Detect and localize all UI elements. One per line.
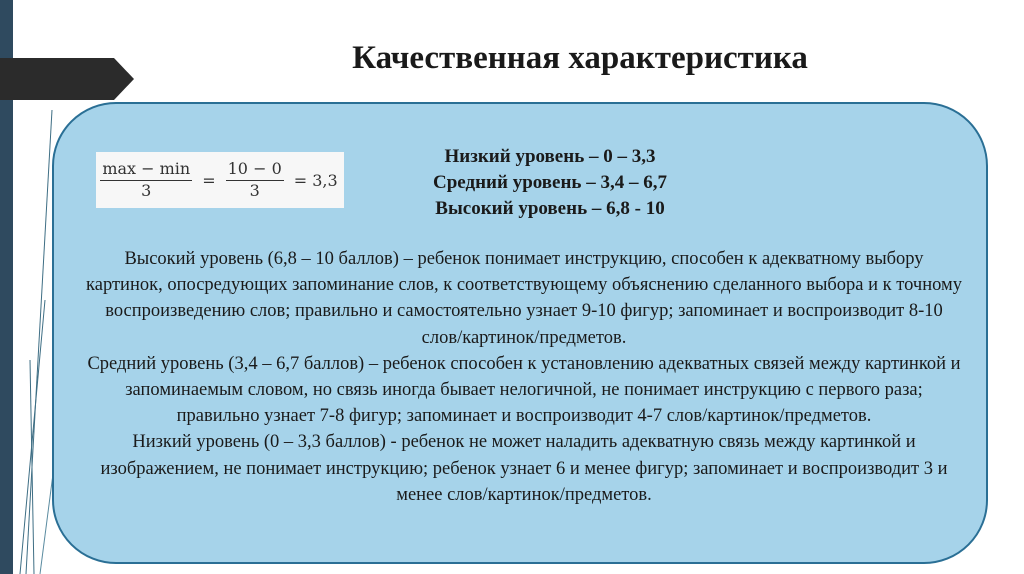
level-high: Высокий уровень – 6,8 - 10: [435, 198, 665, 219]
formula-result: = 3,3: [293, 170, 338, 190]
level-medium: Средний уровень – 3,4 – 6,7: [433, 172, 667, 193]
formula-equals: =: [202, 170, 216, 190]
formula-image: [96, 152, 344, 208]
description-high: Высокий уровень (6,8 – 10 баллов) – ребенок понимает инструкцию, способен к адекватному выбору картинок, опосредующих запоминание слов, к соответствующему объяснению сделанного выбора и к точному воспроизведению слов; правильно и самостоятельно узнает 9-10 фигур; запоминает и воспроизводит 8-10 слов/картинок/предметов.: [86, 249, 962, 348]
formula-left-numerator: max − min: [100, 161, 192, 181]
level-descriptions: [84, 246, 964, 508]
slide-title: Качественная характеристика: [352, 40, 808, 76]
formula-fraction-right: [226, 158, 284, 200]
formula-fraction-left: [100, 158, 192, 200]
formula-left-denominator: 3: [141, 180, 152, 200]
formula-right-denominator: 3: [249, 180, 260, 200]
title-arrow-shape: [0, 58, 134, 100]
formula-right-numerator: 10 − 0: [226, 161, 284, 181]
description-medium: Средний уровень (3,4 – 6,7 баллов) – ребенок способен к установлению адекватных связей между картинкой и запоминаемым словом, но связь иногда бывает нелогичной, не понимает инструкцию с первого раза; правильно узнает 7-8 фигур; запоминает и воспроизводит 4-7 слов/картинок/предметов.: [87, 353, 961, 427]
level-low: Низкий уровень – 0 – 3,3: [444, 146, 656, 167]
description-low: Низкий уровень (0 – 3,3 баллов) - ребенок не может наладить адекватную связь между картинкой и изображением, не понимает инструкцию; ребенок узнает 6 и менее фигур; запоминает и воспроизводит 3 и менее слов/картинок/предметов.: [100, 432, 948, 505]
level-ranges: [340, 144, 760, 222]
